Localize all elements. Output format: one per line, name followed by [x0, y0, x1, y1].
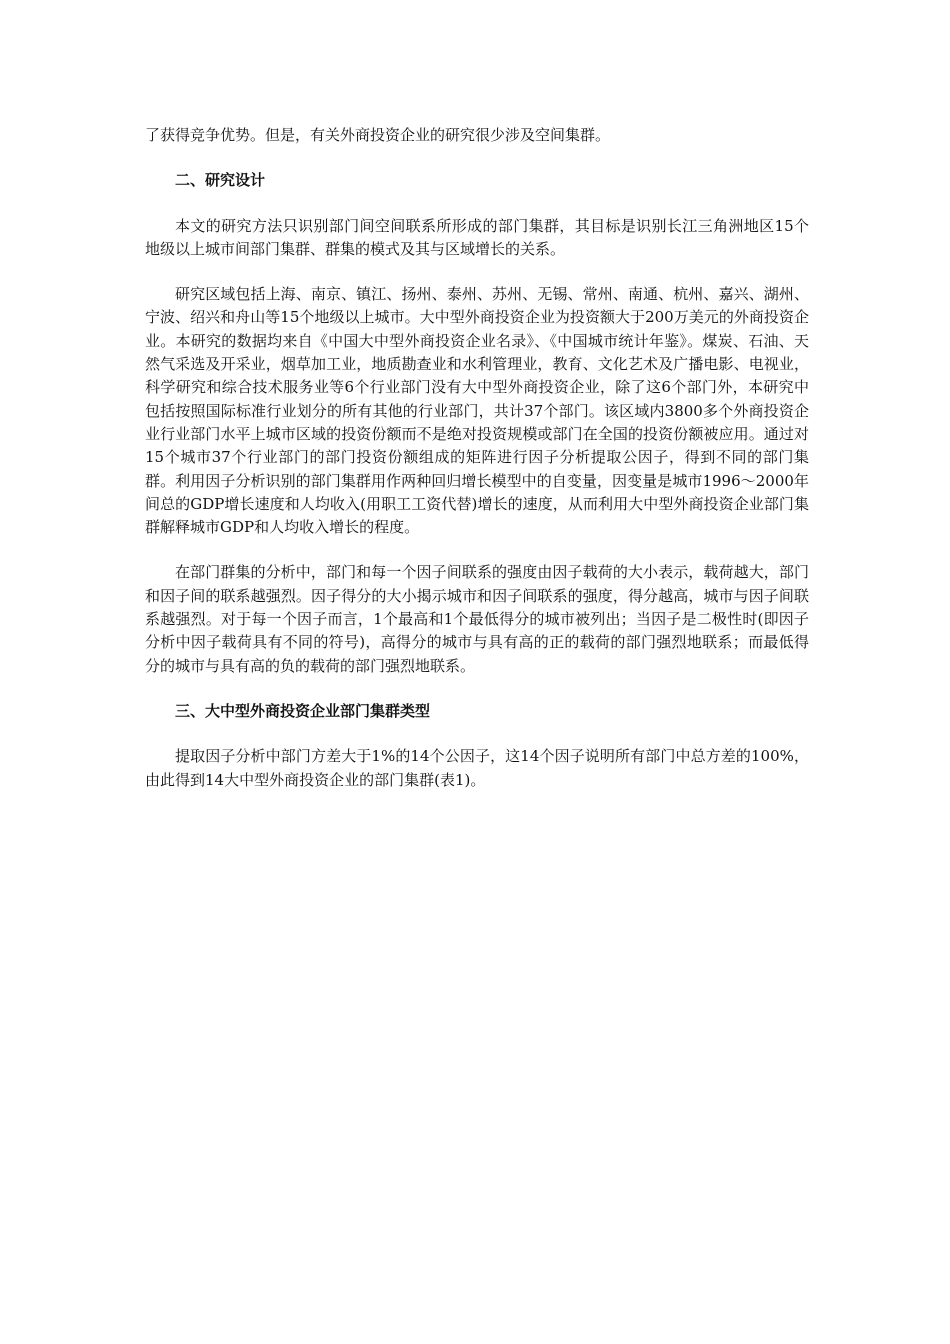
section-heading-cluster-types: 三、大中型外商投资企业部门集群类型 [175, 701, 431, 720]
continuation-paragraph: 了获得竞争优势。但是，有关外商投资企业的研究很少涉及空间集群。 [145, 126, 611, 144]
factor-extraction-paragraph: 提取因子分析中部门方差大于1%的14个公因子，这14个因子说明所有部门中总方差的100%，由此得到14大中型外商投资企业的部门集群(表1)。 [145, 747, 809, 789]
cluster-analysis-paragraph: 在部门群集的分析中，部门和每一个因子间联系的强度由因子载荷的大小表示，载荷越大，部门和因子间的联系越强烈。因子得分的大小揭示城市和因子间联系的强度，得分越高，城市与因子间联系越强烈。对于每一个因子而言，1个最高和1个最低得分的城市被列出；当因子是二极性时(即因子分析中因子载荷具有不同的符号)，高得分的城市与具有高的正的载荷的部门强烈地联系；而最低得分的城市与具有高的负的载荷的部门强烈地联系。 [145, 563, 809, 675]
research-method-paragraph: 本文的研究方法只识别部门间空间联系所形成的部门集群，其目标是识别长江三角洲地区15个地级以上城市间部门集群、群集的模式及其与区域增长的关系。 [145, 216, 809, 258]
document-page [145, 124, 809, 792]
section-heading-research-design: 二、研究设计 [175, 171, 266, 190]
research-area-paragraph: 研究区域包括上海、南京、镇江、扬州、泰州、苏州、无锡、常州、南通、杭州、嘉兴、湖州、宁波、绍兴和舟山等15个地级以上城市。大中型外商投资企业为投资额大于200万美元的外商投资企业。本研究的数据均来自《中国大中型外商投资企业名录》、《中国城市统计年鉴》。煤炭、石油、天然气采选及开采业，烟草加工业，地质勘查业和水利管理业，教育、文化艺术及广播电影、电视业，科学研究和综合技术服务业等6个行业部门没有大中型外商投资企业，除了这6个部门外，本研究中包括按照国际标准行业划分的所有其他的行业部门，共计37个部门。该区域内3800多个外商投资企业行业部门水平上城市区域的投资份额而不是绝对投资规模或部门在全国的投资份额被应用。通过对15个城市37个行业部门的部门投资份额组成的矩阵进行因子分析提取公因子，得到不同的部门集群。利用因子分析识别的部门集群用作两种回归增长模型中的自变量，因变量是城市1996～2000年间总的GDP增长速度和人均收入(用职工工资代替)增长的速度，从而利用大中型外商投资企业部门集群解释城市GDP和人均收入增长的程度。 [145, 285, 809, 537]
